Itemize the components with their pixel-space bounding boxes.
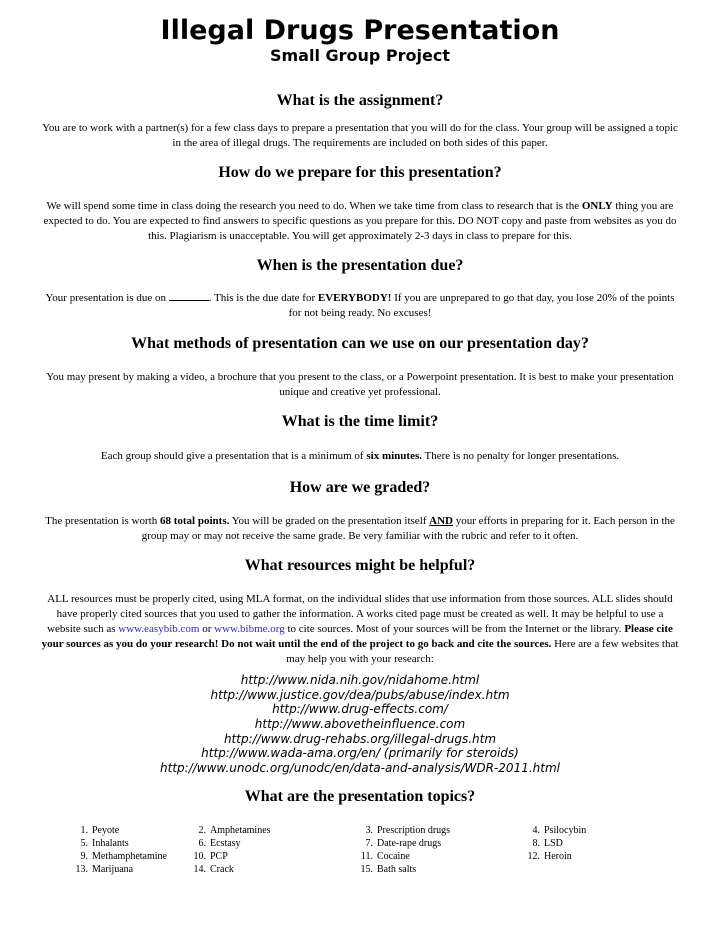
resource-url[interactable]: http://www.nida.nih.gov/nidahome.html — [240, 673, 480, 687]
topic-item: 13. Marijuana — [75, 864, 134, 875]
resource-url-list — [0, 673, 720, 776]
page-subtitle: Small Group Project — [269, 46, 451, 65]
resource-url[interactable]: http://www.drug-effects.com/ — [272, 702, 448, 717]
page-title: Illegal Drugs Presentation — [160, 15, 560, 46]
topic-item: 8. LSD — [532, 838, 563, 849]
resource-url[interactable]: http://www.wada-ama.org/en/ (primarily for steroids) — [201, 746, 519, 761]
resource-url[interactable]: http://www.justice.gov/dea/pubs/abuse/index.htm — [210, 687, 510, 702]
topic-item: 6. Ecstasy — [198, 838, 241, 849]
resources-text: ALL resources must be properly cited, using MLA format, on the individual slides that use information from those sources. ALL slides should have properly cited sources that you used to gather the information. A works cited page must be created as well. It may be helpful to use a website such as www.easybib.com or www.bibme.org to cite sources. Most of your sources will be from the Internet or the library. Please cite your sources as you do your research! Do not wait until the end of the project to go back and cite the sources. Here are a few websites that may help you with your research: — [41, 593, 679, 665]
resource-url[interactable]: http://www.drug-rehabs.org/illegal-drugs.htm — [223, 731, 497, 746]
topic-item: 10. PCP — [193, 851, 228, 862]
due-heading: When is the presentation due? — [256, 257, 464, 274]
grading-heading: How are we graded? — [289, 479, 431, 496]
topic-item: 2. Amphetamines — [198, 825, 271, 836]
resource-url[interactable]: http://www.unodc.org/unodc/en/data-and-analysis/WDR-2011.html — [160, 761, 560, 776]
assignment-text: You are to work with a partner(s) for a few class days to prepare a presentation that you will do for the class. Your group will be assigned a topic in the area of illegal drugs. The requirements are included on both sides of this paper. — [42, 122, 678, 149]
topic-item: 3. Prescription drugs — [365, 825, 451, 836]
resource-url[interactable]: http://www.abovetheinfluence.com — [254, 717, 466, 732]
topic-item: 15. Bath salts — [360, 864, 417, 875]
topics-heading: What are the presentation topics? — [244, 788, 476, 805]
methods-text: You may present by making a video, a brochure that you present to the class, or a Powerpoint presentation. It is best to make your presentation unique and creative yet professional. — [46, 371, 674, 398]
topic-item: 12. Heroin — [527, 851, 572, 862]
due-date-blank — [169, 291, 209, 301]
resources-heading: What resources might be helpful? — [244, 557, 476, 574]
prepare-text: We will spend some time in class doing the research you need to do. When we take time from class to research that is the ONLY thing you are expected to do. You are expected to find answers to specific questions as you prepare for this. DO NOT copy and paste from websites as you do this. Plagiarism is unacceptable. You will get approximately 2-3 days in class to prepare for this. — [43, 200, 677, 242]
easybib-link[interactable]: www.easybib.com — [118, 623, 200, 635]
topic-item: 1. Peyote — [80, 825, 120, 836]
topic-item: 11. Cocaine — [360, 851, 410, 862]
prepare-heading: How do we prepare for this presentation? — [218, 164, 502, 181]
methods-heading: What methods of presentation can we use on our presentation day? — [131, 335, 589, 352]
topics-grid — [0, 824, 720, 884]
topic-item: 9. Methamphetamine — [80, 851, 167, 862]
assignment-heading: What is the assignment? — [276, 92, 444, 109]
topic-item: 14. Crack — [193, 864, 234, 875]
bibme-link[interactable]: www.bibme.org — [214, 623, 285, 635]
time-limit-text: Each group should give a presentation that is a minimum of six minutes. There is no penalty for longer presentations. — [100, 450, 620, 462]
topic-item: 7. Date-rape drugs — [365, 838, 442, 849]
time-limit-heading: What is the time limit? — [281, 413, 439, 430]
topic-item: 5. Inhalants — [80, 838, 129, 849]
grading-text: The presentation is worth 68 total points. You will be graded on the presentation itself AND your efforts in preparing for it. Each person in the group may or may not receive the same grade. Be very familiar with the rubric and refer to it often. — [45, 515, 675, 542]
due-text: Your presentation is due on . This is the due date for EVERYBODY! If you are unprepared to go that day, you lose 20% of the points for not being ready. No excuses! — [45, 292, 675, 319]
topic-item: 4. Psilocybin — [532, 825, 587, 836]
